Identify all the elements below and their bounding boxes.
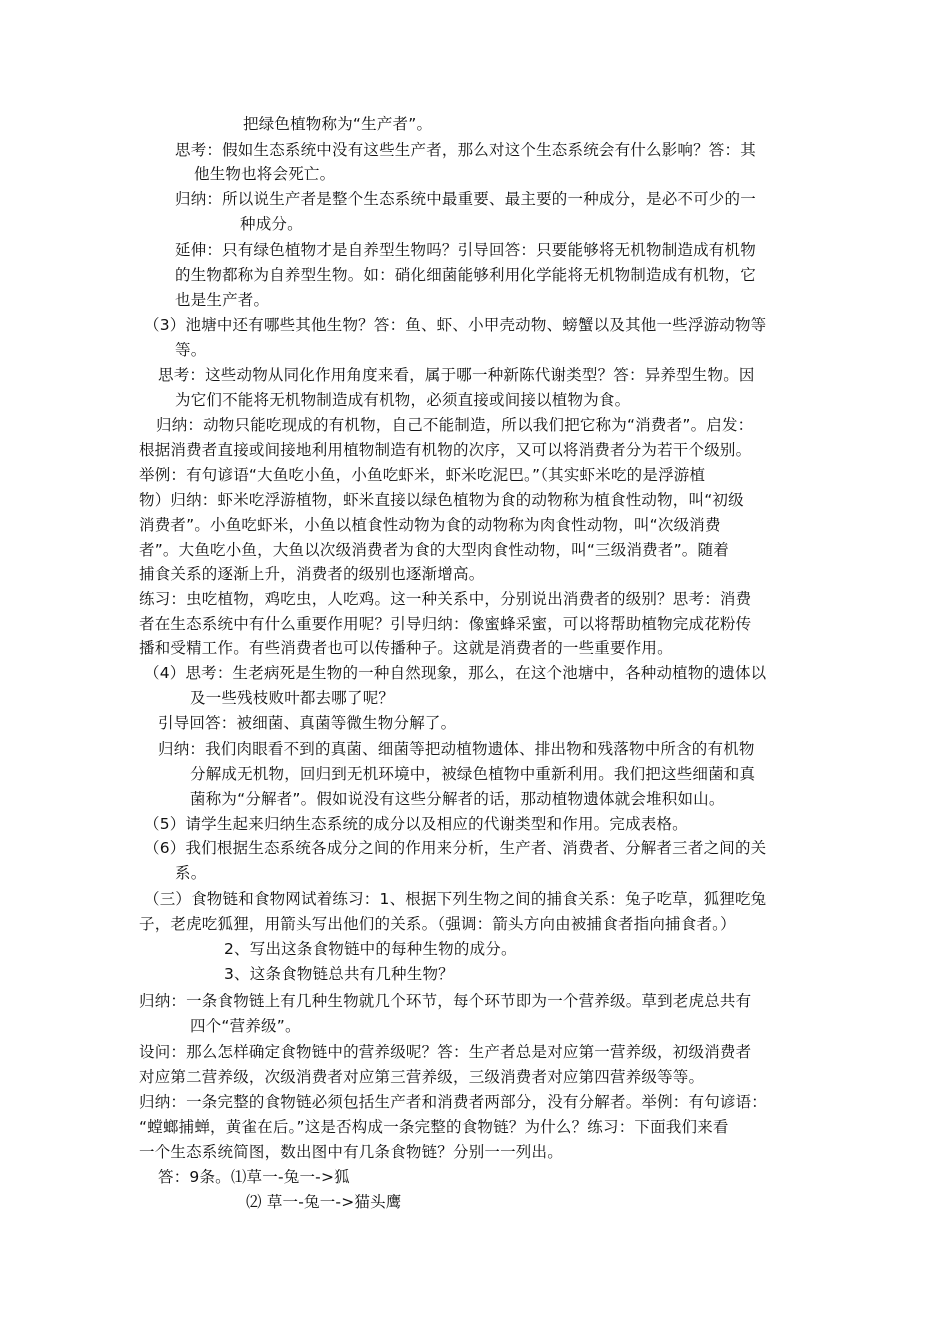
text-line: 者”。大鱼吃小鱼，大鱼以次级消费者为食的大型肉食性动物，叫“三级消费者”。随着 (139, 541, 729, 559)
text-line: 归纳：一条完整的食物链必须包括生产者和消费者两部分，没有分解者。举例：有句谚语： (139, 1093, 768, 1111)
text-line: 设问：那么怎样确定食物链中的营养级呢？答：生产者总是对应第一营养级，初级消费者 (139, 1043, 752, 1061)
text-line: 物）归纳：虾米吃浮游植物，虾米直接以绿色植物为食的动物称为植食性动物，叫“初级 (139, 491, 744, 509)
text-line: 把绿色植物称为“生产者”。 (243, 115, 433, 133)
text-line: 四个“营养级”。 (190, 1017, 301, 1035)
text-line: 2、写出这条食物链中的每种生物的成分。 (224, 940, 517, 958)
text-line: 等。 (175, 341, 207, 359)
text-line: 捕食关系的逐渐上升，消费者的级别也逐渐增高。 (139, 565, 485, 583)
text-line: 举例：有句谚语“大鱼吃小鱼，小鱼吃虾米，虾米吃泥巴。”（其实虾米吃的是浮游植 (139, 466, 706, 484)
text-line: 也是生产者。 (175, 291, 270, 309)
text-line: 一个生态系统简图，数出图中有几条食物链？分别一一列出。 (139, 1143, 563, 1161)
text-line: 种成分。 (240, 215, 303, 233)
text-line: 的生物都称为自养型生物。如：硝化细菌能够利用化学能将无机物制造成有机物，它 (175, 266, 756, 284)
text-line: 菌称为“分解者”。假如说没有这些分解者的话，那动植物遗体就会堆积如山。 (190, 790, 725, 808)
text-line: 消费者”。小鱼吃虾米，小鱼以植食性动物为食的动物称为肉食性动物，叫“次级消费 (139, 516, 721, 534)
text-line: “螳螂捕蝉，黄雀在后。”这是否构成一条完整的食物链？为什么？练习：下面我们来看 (139, 1118, 729, 1136)
text-line: 分解成无机物，回归到无机环境中，被绿色植物中重新利用。我们把这些细菌和真 (190, 765, 756, 783)
text-line: 及一些残枝败叶都去哪了呢？ (190, 689, 395, 707)
text-line: 答：9条。⑴草一-兔一->狐 (158, 1168, 350, 1186)
text-line: 为它们不能将无机物制造成有机物，必须直接或间接以植物为食。 (175, 391, 631, 409)
text-line: 根据消费者直接或间接地利用植物制造有机物的次序，又可以将消费者分为若干个级别。 (139, 441, 752, 459)
text-line: 他生物也将会死亡。 (194, 165, 336, 183)
text-line: （4）思考：生老病死是生物的一种自然现象，那么，在这个池塘中，各种动植物的遗体以 (144, 664, 767, 682)
text-line: 归纳：动物只能吃现成的有机物，自己不能制造，所以我们把它称为“消费者”。启发： (156, 416, 754, 434)
text-line: 归纳：一条食物链上有几种生物就几个环节，每个环节即为一个营养级。草到老虎总共有 (139, 992, 752, 1010)
text-line: 延伸：只有绿色植物才是自养型生物吗？引导回答：只要能够将无机物制造成有机物 (175, 241, 756, 259)
text-line: 思考：假如生态系统中没有这些生产者，那么对这个生态系统会有什么影响？答：其 (175, 141, 756, 159)
text-line: 播和受精工作。有些消费者也可以传播种子。这就是消费者的一些重要作用。 (139, 639, 673, 657)
text-line: 对应第二营养级，次级消费者对应第三营养级，三级消费者对应第四营养级等等。 (139, 1068, 705, 1086)
text-line: （3）池塘中还有哪些其他生物？答：鱼、虾、小甲壳动物、螃蟹以及其他一些浮游动物等 (144, 316, 767, 334)
text-line: （三）食物链和食物网试着练习：1、根据下列生物之间的捕食关系：兔子吃草，狐狸吃兔 (144, 890, 767, 908)
text-line: 引导回答：被细菌、真菌等微生物分解了。 (158, 714, 457, 732)
text-line: ⑵ 草一-兔一->猫头鹰 (246, 1193, 402, 1211)
text-line: 思考：这些动物从同化作用角度来看，属于哪一种新陈代谢类型？答：异养型生物。因 (158, 366, 755, 384)
text-line: （6）我们根据生态系统各成分之间的作用来分析，生产者、消费者、分解者三者之间的关 (144, 839, 767, 857)
text-line: 练习：虫吃植物，鸡吃虫，人吃鸡。这一种关系中，分别说出消费者的级别？思考：消费 (139, 590, 752, 608)
text-line: 归纳：所以说生产者是整个生态系统中最重要、最主要的一种成分，是必不可少的一 (175, 190, 756, 208)
text-line: 系。 (175, 864, 207, 882)
text-line: 子，老虎吃狐狸，用箭头写出他们的关系。（强调：箭头方向由被捕食者指向捕食者。） (139, 915, 736, 933)
text-line: 归纳：我们肉眼看不到的真菌、细菌等把动植物遗体、排出物和残落物中所含的有机物 (158, 740, 755, 758)
text-line: 3、这条食物链总共有几种生物？ (224, 965, 454, 983)
text-line: 者在生态系统中有什么重要作用呢？引导归纳：像蜜蜂采蜜，可以将帮助植物完成花粉传 (139, 615, 752, 633)
text-line: （5）请学生起来归纳生态系统的成分以及相应的代谢类型和作用。完成表格。 (144, 815, 688, 833)
